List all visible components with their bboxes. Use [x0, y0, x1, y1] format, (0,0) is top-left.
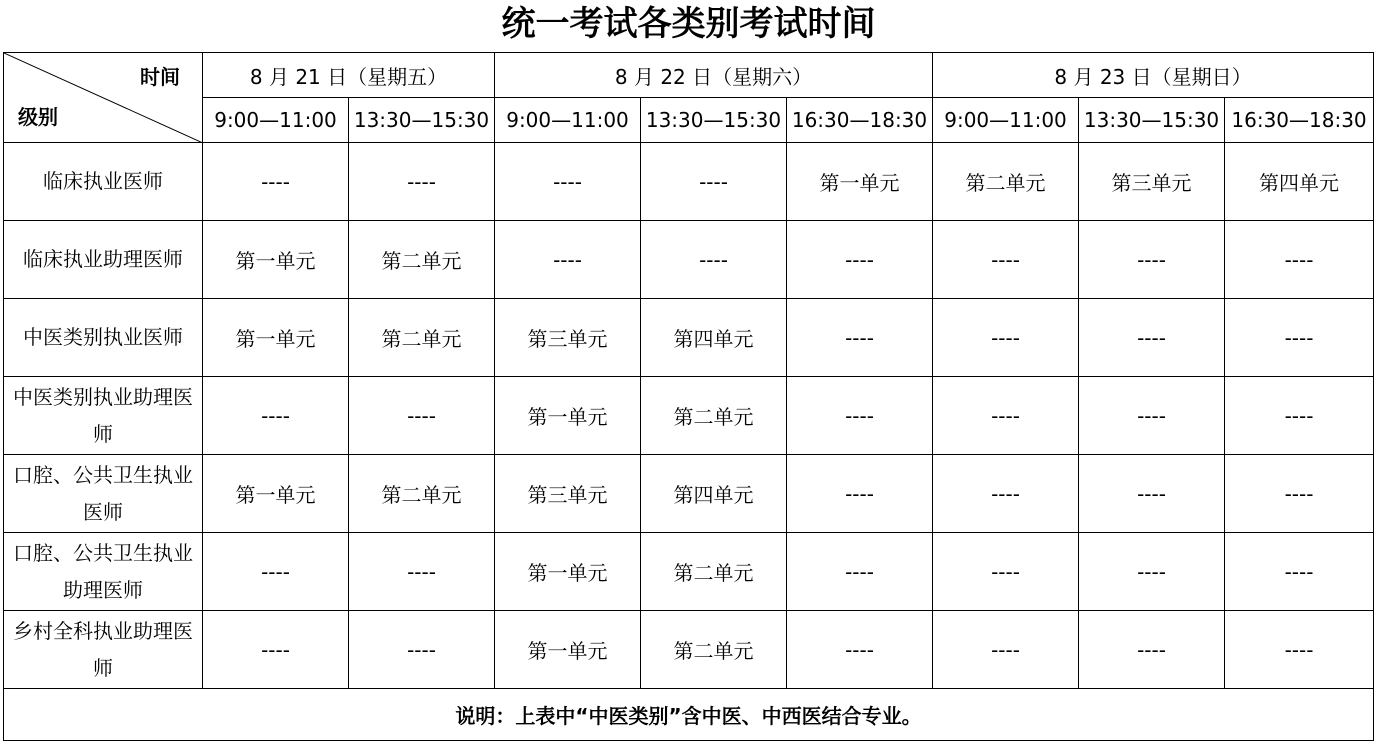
- schedule-cell: ----: [787, 611, 933, 689]
- schedule-cell: ----: [1079, 377, 1225, 455]
- category-label: 中医类别执业助理医师: [4, 377, 203, 455]
- schedule-cell: ----: [1225, 299, 1374, 377]
- table-row: [4, 533, 1374, 611]
- table-row: [4, 299, 1374, 377]
- corner-time-label: 时间: [140, 65, 180, 89]
- category-label: 口腔、公共卫生执业助理医师: [4, 533, 203, 611]
- schedule-cell: 第一单元: [787, 143, 933, 221]
- schedule-cell: ----: [495, 221, 641, 299]
- header-row-slots: [4, 98, 1374, 143]
- schedule-cell: 第二单元: [641, 611, 787, 689]
- schedule-cell: 第二单元: [349, 455, 495, 533]
- time-slot-header: 13:30—15:30: [1079, 98, 1225, 143]
- schedule-cell: 第四单元: [641, 299, 787, 377]
- schedule-cell: ----: [203, 377, 349, 455]
- time-slot-header: 13:30—15:30: [349, 98, 495, 143]
- schedule-cell: ----: [203, 143, 349, 221]
- schedule-cell: ----: [349, 143, 495, 221]
- table-row: [4, 611, 1374, 689]
- schedule-cell: 第四单元: [1225, 143, 1374, 221]
- schedule-cell: ----: [349, 377, 495, 455]
- schedule-cell: 第四单元: [641, 455, 787, 533]
- schedule-cell: 第一单元: [495, 611, 641, 689]
- schedule-cell: ----: [641, 221, 787, 299]
- schedule-cell: ----: [1225, 377, 1374, 455]
- schedule-cell: 第二单元: [641, 533, 787, 611]
- date-header-aug23: 8 月 23 日（星期日）: [933, 53, 1374, 98]
- date-header-aug22: 8 月 22 日（星期六）: [495, 53, 933, 98]
- corner-level-label: 级别: [18, 105, 58, 129]
- schedule-cell: ----: [1079, 455, 1225, 533]
- schedule-cell: ----: [349, 611, 495, 689]
- schedule-cell: 第一单元: [495, 377, 641, 455]
- page-title: 统一考试各类别考试时间: [501, 4, 876, 44]
- schedule-cell: 第二单元: [641, 377, 787, 455]
- category-label: 临床执业医师: [4, 143, 203, 221]
- schedule-cell: ----: [933, 611, 1079, 689]
- schedule-cell: ----: [641, 143, 787, 221]
- schedule-cell: ----: [933, 221, 1079, 299]
- schedule-cell: ----: [787, 533, 933, 611]
- time-slot-header: 9:00—11:00: [203, 98, 349, 143]
- schedule-cell: 第一单元: [495, 533, 641, 611]
- schedule-cell: ----: [787, 455, 933, 533]
- schedule-cell: ----: [1225, 221, 1374, 299]
- time-slot-header: 16:30—18:30: [1225, 98, 1374, 143]
- schedule-cell: 第二单元: [349, 221, 495, 299]
- schedule-cell: ----: [787, 221, 933, 299]
- table-row: [4, 221, 1374, 299]
- schedule-cell: 第一单元: [203, 299, 349, 377]
- header-row-dates: [4, 53, 1374, 98]
- schedule-cell: ----: [1225, 455, 1374, 533]
- schedule-cell: 第三单元: [1079, 143, 1225, 221]
- time-slot-header: 9:00—11:00: [933, 98, 1079, 143]
- schedule-cell: 第二单元: [349, 299, 495, 377]
- date-header-aug21: 8 月 21 日（星期五）: [203, 53, 495, 98]
- category-label: 中医类别执业医师: [4, 299, 203, 377]
- schedule-cell: ----: [933, 455, 1079, 533]
- table-row: [4, 143, 1374, 221]
- schedule-cell: 第一单元: [203, 221, 349, 299]
- schedule-cell: 第三单元: [495, 455, 641, 533]
- schedule-cell: ----: [495, 143, 641, 221]
- corner-header-cell: [4, 53, 203, 143]
- schedule-cell: ----: [1079, 611, 1225, 689]
- schedule-cell: 第一单元: [203, 455, 349, 533]
- table-row: [4, 377, 1374, 455]
- time-slot-header: 13:30—15:30: [641, 98, 787, 143]
- time-slot-header: 9:00—11:00: [495, 98, 641, 143]
- schedule-cell: ----: [203, 611, 349, 689]
- schedule-cell: 第二单元: [933, 143, 1079, 221]
- table-row: [4, 455, 1374, 533]
- category-label: 临床执业助理医师: [4, 221, 203, 299]
- note-row: [4, 689, 1374, 741]
- time-slot-header: 16:30—18:30: [787, 98, 933, 143]
- schedule-cell: ----: [933, 533, 1079, 611]
- schedule-cell: ----: [1225, 611, 1374, 689]
- schedule-cell: ----: [203, 533, 349, 611]
- schedule-cell: ----: [933, 299, 1079, 377]
- footnote: 说明：上表中“中医类别”含中医、中西医结合专业。: [4, 689, 1374, 741]
- schedule-cell: ----: [1079, 299, 1225, 377]
- schedule-cell: ----: [1079, 221, 1225, 299]
- schedule-cell: ----: [1225, 533, 1374, 611]
- exam-schedule-table: [3, 52, 1374, 741]
- category-label: 口腔、公共卫生执业医师: [4, 455, 203, 533]
- schedule-cell: 第三单元: [495, 299, 641, 377]
- schedule-cell: ----: [933, 377, 1079, 455]
- category-label: 乡村全科执业助理医师: [4, 611, 203, 689]
- schedule-cell: ----: [349, 533, 495, 611]
- schedule-cell: ----: [1079, 533, 1225, 611]
- schedule-cell: ----: [787, 299, 933, 377]
- schedule-cell: ----: [787, 377, 933, 455]
